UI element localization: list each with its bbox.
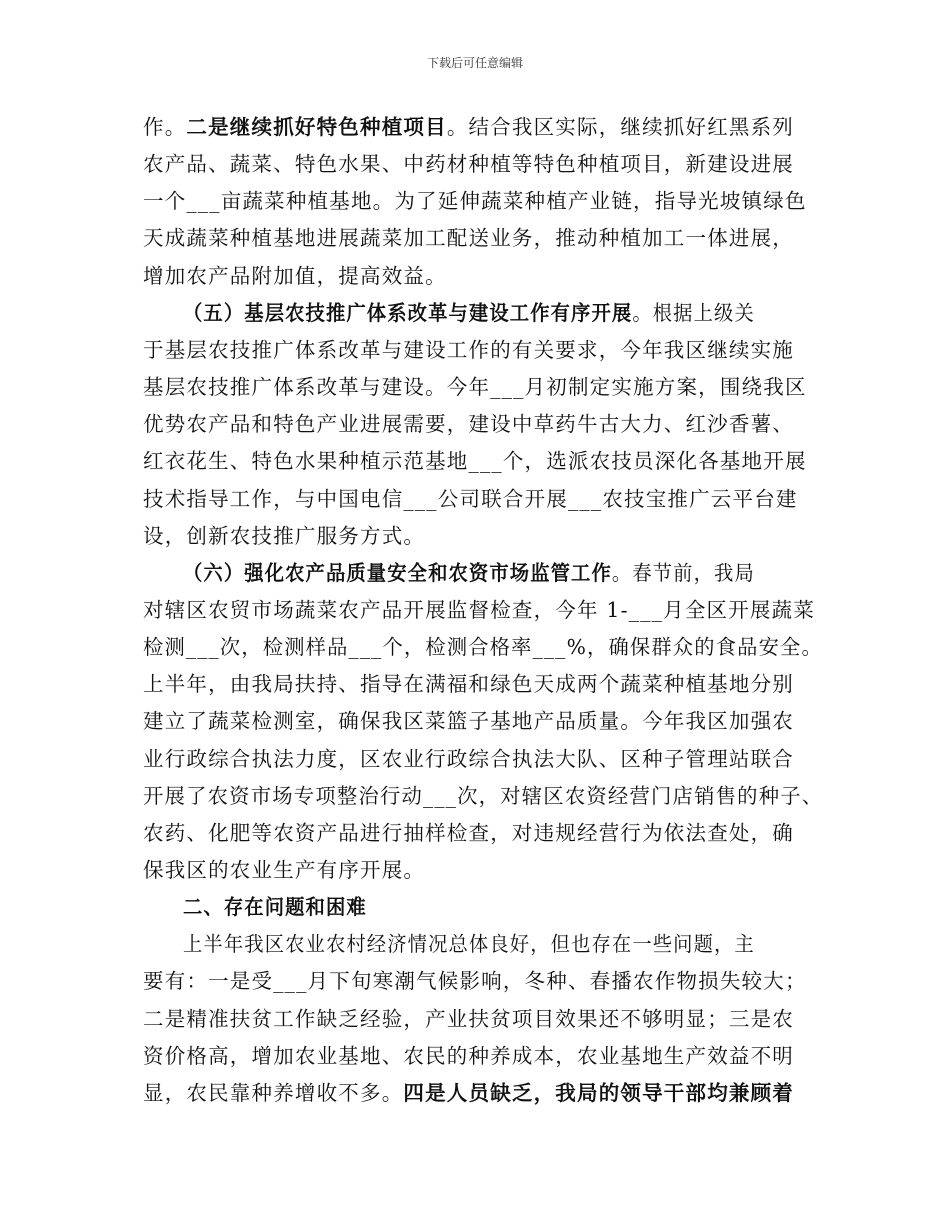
page-header: 下载后可任意编辑: [426, 56, 523, 70]
text-segment: 。结合我区实际，继续抓好红黑系列: [446, 115, 795, 139]
text-line: [143, 669, 823, 699]
text-segment: 开展了农资市场专项整治行动___次，对辖区农资经营门店销售的种子、: [143, 783, 824, 808]
text-segment: 上半年我区农业农村经济情况总体良好，但也存在一些问题，主: [183, 932, 755, 957]
text-segment: 。根据上级关: [632, 300, 755, 325]
text-segment: 红衣花生、特色水果种植示范基地___个，选派农技员深化各基地开展: [143, 449, 807, 474]
text-line: [143, 409, 823, 439]
text-segment: 设，创新农技推广服务方式。: [143, 523, 426, 548]
text-segment: 上半年，由我局扶持、指导在满福和绿色天成两个蔬菜种植基地分别: [143, 672, 794, 697]
text-line: [183, 558, 823, 588]
text-line: [143, 744, 823, 774]
text-line: [143, 223, 823, 253]
text-line: [143, 484, 823, 514]
text-line: [143, 335, 823, 365]
text-segment: 优势农产品和特色产业进展需要，建设中草药牛古大力、红沙香薯、: [143, 412, 794, 437]
text-segment: 天成蔬菜种植基地进展蔬菜加工配送业务，推动种植加工一体进展，: [143, 226, 794, 251]
text-segment: 保我区的农业生产有序开展。: [143, 858, 426, 882]
text-line: [143, 632, 823, 662]
text-line: [143, 446, 823, 476]
bold-text-segment: （五）基层农技推广体系改革与建设工作有序开展: [183, 300, 633, 325]
text-line: [143, 521, 823, 551]
text-line: [143, 781, 824, 811]
bold-text-segment: （六）强化农产品质量安全和农资市场监管工作: [183, 560, 612, 585]
text-line: [143, 966, 823, 996]
text-segment: 要有：一是受___月下旬寒潮气候影响，冬种、春播农作物损失较大；: [143, 969, 807, 994]
text-line: [143, 1041, 823, 1071]
text-line: [143, 1078, 823, 1108]
text-line: [143, 855, 823, 885]
text-segment: 对辖区农贸市场蔬菜农产品开展监督检查，今年 1-___月全区开展蔬菜: [143, 597, 816, 622]
text-line: [143, 149, 823, 179]
text-segment: 资价格高，增加农业基地、农民的种养成本，农业基地生产效益不明: [143, 1043, 794, 1068]
text-line: [143, 261, 823, 291]
text-segment: 技术指导工作，与中国电信___公司联合开展___农技宝推广云平台建: [143, 486, 798, 511]
bold-text-segment: 四是人员缺乏，我局的领导干部均兼顾着: [403, 1080, 795, 1105]
text-line: [143, 372, 823, 402]
bold-text-segment: 二、存在问题和困难: [183, 895, 367, 920]
text-segment: 于基层农技推广体系改革与建设工作的有关要求，今年我区继续实施: [143, 337, 794, 362]
text-line: [143, 818, 823, 848]
text-segment: 显，农民靠种养增收不多。: [143, 1080, 404, 1105]
text-line: [143, 706, 823, 736]
text-segment: 作。: [143, 115, 187, 139]
text-line: [143, 112, 823, 142]
text-segment: 增加农产品附加值，提高效益。: [143, 263, 447, 288]
text-segment: 基层农技推广体系改革与建设。今年___月初制定实施方案，围绕我区: [143, 375, 807, 400]
text-segment: 检测___次，检测样品___个，检测合格率___%，确保群众的食品安全。: [143, 635, 823, 660]
text-line: [183, 892, 823, 922]
text-segment: 一个___亩蔬菜种植基地。为了延伸蔬菜种植产业链，指导光坡镇绿色: [143, 189, 807, 214]
text-segment: 二是精准扶贫工作缺乏经验，产业扶贫项目效果还不够明显；三是农: [143, 1006, 794, 1031]
text-segment: 业行政综合执法力度，区农业行政综合执法大队、区种子管理站联合: [143, 746, 794, 771]
text-line: [183, 929, 823, 959]
text-line: [143, 1004, 823, 1034]
text-segment: 农产品、蔬菜、特色水果、中药材种植等特色种植项目，新建设进展: [143, 152, 794, 177]
text-line: [143, 186, 823, 216]
text-segment: 。春节前，我局: [611, 560, 755, 585]
text-segment: 建立了蔬菜检测室，确保我区菜篮子基地产品质量。今年我区加强农: [143, 709, 794, 734]
text-line: [183, 298, 823, 328]
bold-text-segment: 二是继续抓好特色种植项目: [186, 115, 447, 139]
text-line: [143, 595, 823, 625]
text-segment: 农药、化肥等农资产品进行抽样检查，对违规经营行为依法查处，确: [143, 820, 794, 845]
